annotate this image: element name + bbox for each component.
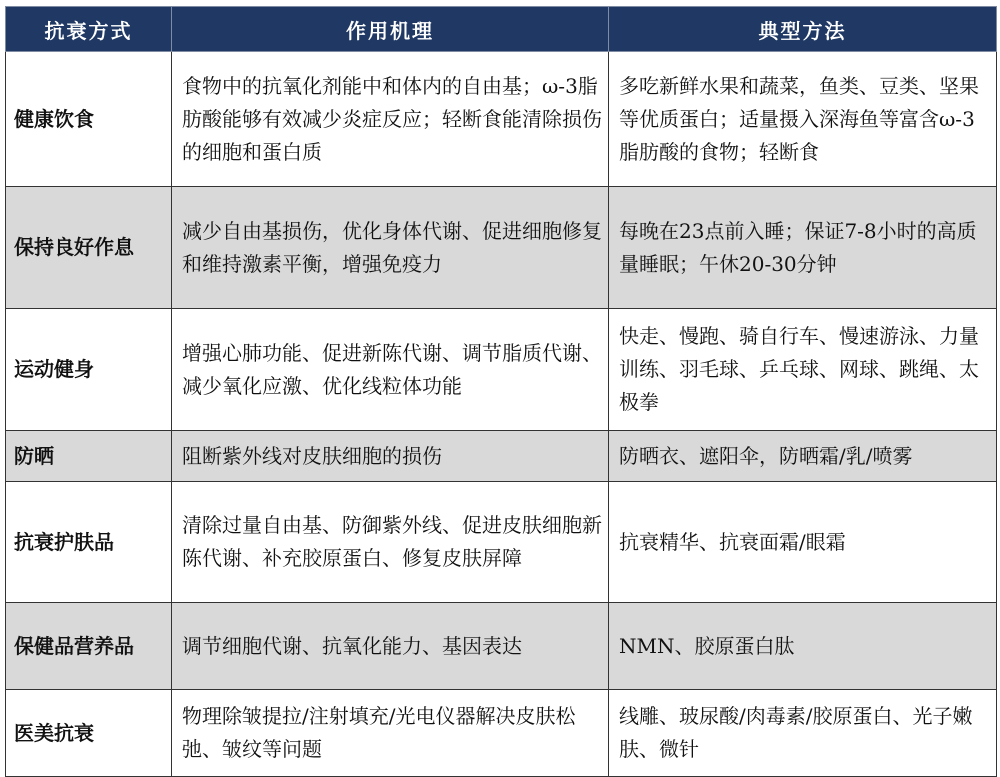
method-cell: 防晒 [6,431,172,482]
mechanism-cell: 减少自由基损伤，优化身体代谢、促进细胞修复和维持激素平衡，增强免疫力 [172,187,609,309]
method-cell: 保健品营养品 [6,603,172,690]
examples-cell: 多吃新鲜水果和蔬菜，鱼类、豆类、坚果等优质蛋白；适量摄入深海鱼等富含ω-3脂肪酸的食物；轻断食 [609,52,997,187]
method-cell: 健康饮食 [6,52,172,187]
mechanism-cell: 物理除皱提拉/注射填充/光电仪器解决皮肤松弛、皱纹等问题 [172,690,609,777]
method-cell: 保持良好作息 [6,187,172,309]
anti-aging-methods-table [5,6,997,777]
examples-cell: 快走、慢跑、骑自行车、慢速游泳、力量训练、羽毛球、乒乓球、网球、跳绳、太极拳 [609,309,997,431]
table-row [6,603,997,690]
mechanism-cell: 清除过量自由基、防御紫外线、促进皮肤细胞新陈代谢、补充胶原蛋白、修复皮肤屏障 [172,482,609,603]
method-cell: 抗衰护肤品 [6,482,172,603]
table-row [6,482,997,603]
table-row [6,431,997,482]
table-row [6,690,997,777]
mechanism-cell: 增强心肺功能、促进新陈代谢、调节脂质代谢、减少氧化应激、优化线粒体功能 [172,309,609,431]
examples-cell: 抗衰精华、抗衰面霜/眼霜 [609,482,997,603]
examples-cell: 防晒衣、遮阳伞，防晒霜/乳/喷雾 [609,431,997,482]
method-cell: 医美抗衰 [6,690,172,777]
header-examples: 典型方法 [609,7,997,52]
header-method: 抗衰方式 [6,7,172,52]
examples-cell: NMN、胶原蛋白肽 [609,603,997,690]
table-row [6,187,997,309]
mechanism-cell: 食物中的抗氧化剂能中和体内的自由基；ω-3脂肪酸能够有效减少炎症反应；轻断食能清除损伤的细胞和蛋白质 [172,52,609,187]
table-row [6,52,997,187]
examples-cell: 每晚在23点前入睡；保证7-8小时的高质量睡眠；午休20-30分钟 [609,187,997,309]
method-cell: 运动健身 [6,309,172,431]
header-mechanism: 作用机理 [172,7,609,52]
mechanism-cell: 阻断紫外线对皮肤细胞的损伤 [172,431,609,482]
header-row [6,7,997,52]
table-row [6,309,997,431]
examples-cell: 线雕、玻尿酸/肉毒素/胶原蛋白、光子嫩肤、微针 [609,690,997,777]
mechanism-cell: 调节细胞代谢、抗氧化能力、基因表达 [172,603,609,690]
